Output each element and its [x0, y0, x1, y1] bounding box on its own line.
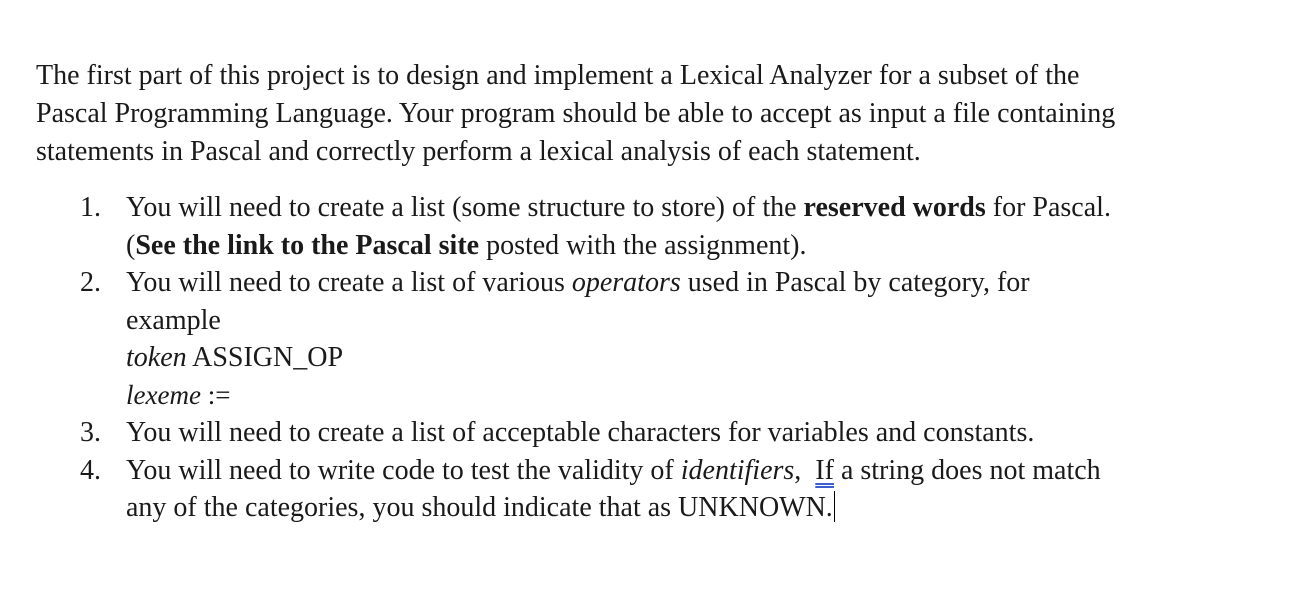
- requirements-list: [36, 189, 1296, 527]
- lexeme-example: [126, 377, 1296, 415]
- text-run: used in Pascal by category, for: [680, 267, 1030, 298]
- list-item-line: [126, 489, 1296, 527]
- bold-text: See the link to the Pascal site: [135, 229, 480, 261]
- text-run: ,: [794, 454, 816, 486]
- list-item: [36, 189, 1296, 264]
- lexeme-value: :=: [200, 379, 231, 410]
- token-label: token: [126, 342, 187, 373]
- text-run: for Pascal.: [985, 192, 1111, 223]
- text-run: You will need to create a list (some structure to store) of the: [126, 192, 804, 223]
- text-run: (: [126, 229, 136, 261]
- list-number: 3.: [80, 417, 101, 448]
- text-cursor: [834, 491, 836, 522]
- list-number: 4.: [80, 454, 101, 486]
- token-example: [126, 339, 1296, 377]
- list-item: [36, 264, 1296, 414]
- list-item-line: [126, 189, 1296, 227]
- italic-text: identifiers: [680, 454, 795, 486]
- token-value: ASSIGN_OP: [186, 342, 344, 373]
- text-run: any of the categories, you should indicate that as UNKNOWN.: [126, 492, 833, 523]
- list-item-line: [126, 227, 1296, 265]
- intro-line: statements in Pascal and correctly perform a lexical analysis of each statement.: [36, 136, 921, 167]
- list-item-line: [126, 264, 1296, 302]
- document-body[interactable]: [36, 57, 1296, 527]
- list-item-line: You will need to create a list of acceptable characters for variables and constants.: [126, 417, 1035, 448]
- lexeme-label: lexeme: [126, 379, 201, 410]
- list-item: [36, 452, 1296, 527]
- bold-text: reserved words: [803, 192, 986, 223]
- spellcheck-flagged-word[interactable]: If: [815, 454, 834, 486]
- list-item-line: example: [126, 304, 221, 336]
- text-run: You will need to write code to test the validity of: [126, 454, 681, 486]
- text-run: You will need to create a list of various: [126, 267, 572, 298]
- text-run: a string does not match: [833, 454, 1101, 486]
- intro-line: Pascal Programming Language. Your program should be able to accept as input a file containing: [36, 98, 1116, 129]
- text-run: posted with the assignment).: [479, 229, 807, 261]
- list-number: 2.: [80, 267, 101, 298]
- intro-paragraph: [36, 57, 1296, 171]
- list-item: [36, 414, 1296, 452]
- italic-text: operators: [571, 267, 681, 298]
- list-number: 1.: [80, 192, 101, 223]
- intro-line: The first part of this project is to design and implement a Lexical Analyzer for a subset of the: [36, 60, 1080, 91]
- list-item-line: [126, 452, 1296, 490]
